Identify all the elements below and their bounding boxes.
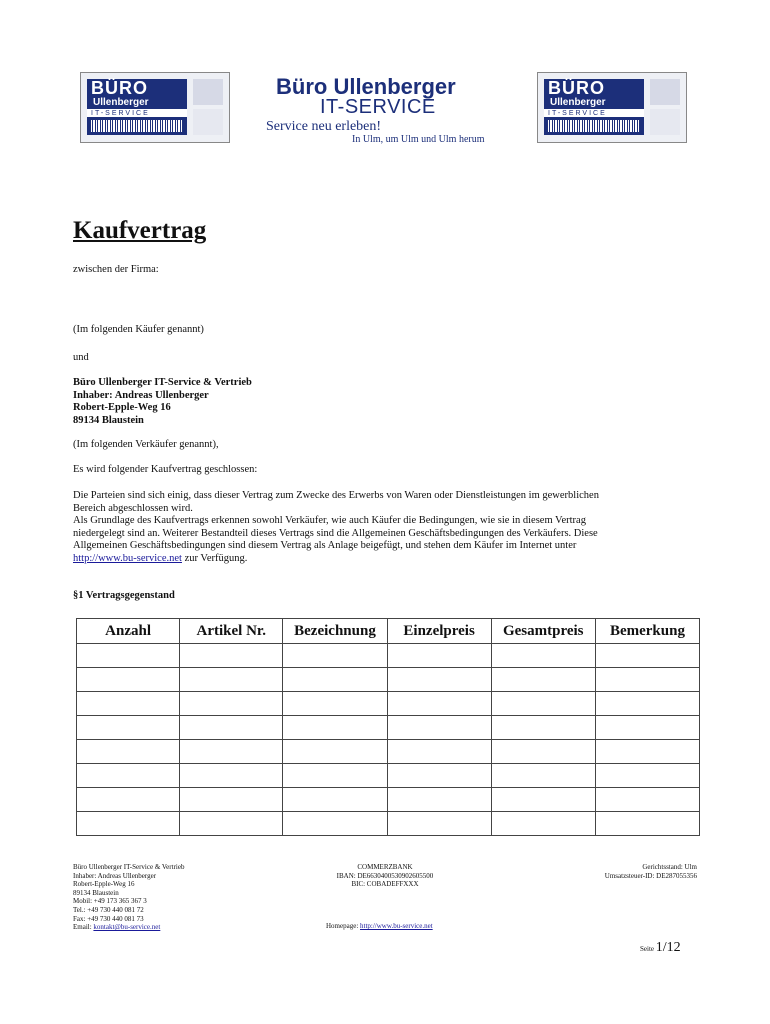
col-header-bezeichnung: Bezeichnung xyxy=(283,619,387,644)
seller-name: Büro Ullenberger IT-Service & Vertrieb xyxy=(73,377,252,388)
col-header-einzelpreis: Einzelpreis xyxy=(387,619,491,644)
section-heading: §1 Vertragsgegenstand xyxy=(73,590,175,601)
barcode-graphic xyxy=(548,120,640,132)
table-cell[interactable] xyxy=(180,740,283,764)
table-cell[interactable] xyxy=(491,788,595,812)
footer-line: Umsatzsteuer-ID: DE287055356 xyxy=(604,871,697,880)
logo-name-text: Ullenberger xyxy=(550,97,606,108)
footer-line: 89134 Blaustein xyxy=(73,888,119,897)
footer-line: COMMERZBANK xyxy=(357,863,413,871)
table-row xyxy=(77,764,700,788)
seller-owner: Inhaber: Andreas Ullenberger xyxy=(73,389,209,401)
table-cell[interactable] xyxy=(595,716,699,740)
table-row xyxy=(77,812,700,836)
table-cell[interactable] xyxy=(595,644,699,668)
paragraph-line: Die Parteien sind sich einig, dass dieser Vertrag zum Zwecke des Erwerbs von Waren oder Dienstleistungen im gewerblichen xyxy=(73,490,599,501)
table-cell[interactable] xyxy=(180,644,283,668)
table-cell[interactable] xyxy=(387,740,491,764)
items-table xyxy=(76,618,700,836)
table-cell[interactable] xyxy=(283,764,387,788)
table-cell[interactable] xyxy=(595,740,699,764)
table-cell[interactable] xyxy=(77,644,180,668)
table-cell[interactable] xyxy=(77,692,180,716)
paragraph-line: niedergelegt sind an. Weiterer Bestandteil dieses Vertrags sind die Allgemeinen Geschäftsbedingungen des Verkäufers. Diese xyxy=(73,527,598,539)
and-text: und xyxy=(73,352,89,363)
contract-intro: Es wird folgender Kaufvertrag geschlossen: xyxy=(73,464,258,475)
table-cell[interactable] xyxy=(77,716,180,740)
footer-line: Tel.: +49 730 440 081 72 xyxy=(73,905,144,914)
table-cell[interactable] xyxy=(180,692,283,716)
logo-brand-text: BÜRO xyxy=(548,78,605,98)
footer-line: IBAN: DE66304005309026055​00 xyxy=(336,871,434,880)
table-cell[interactable] xyxy=(491,668,595,692)
logo-band-text: IT-SERVICE xyxy=(91,110,150,117)
table-cell[interactable] xyxy=(283,716,387,740)
header-slogan-sub: In Ulm, um Ulm und Ulm herum xyxy=(352,134,485,145)
table-cell[interactable] xyxy=(180,764,283,788)
seller-note: (Im folgenden Verkäufer genannt), xyxy=(73,439,219,450)
buyer-note: (Im folgenden Käufer genannt) xyxy=(73,324,204,335)
table-cell[interactable] xyxy=(491,740,595,764)
website-link[interactable]: http://www.bu-service.net xyxy=(73,552,182,564)
table-cell[interactable] xyxy=(283,740,387,764)
table-cell[interactable] xyxy=(595,812,699,836)
table-cell[interactable] xyxy=(77,812,180,836)
table-row xyxy=(77,668,700,692)
table-cell[interactable] xyxy=(180,788,283,812)
table-cell[interactable] xyxy=(283,644,387,668)
homepage-label: Homepage: xyxy=(326,922,361,930)
footer-email-line xyxy=(73,923,184,932)
seller-city: 89134 Blaustein xyxy=(73,414,144,426)
table-header-row xyxy=(77,619,700,644)
page-label: Seite xyxy=(640,945,656,953)
table-cell[interactable] xyxy=(283,788,387,812)
table-cell[interactable] xyxy=(491,692,595,716)
document-title: Kaufvertrag xyxy=(73,217,207,244)
email-label: Email: xyxy=(73,923,94,932)
company-logo-right xyxy=(537,72,687,143)
homepage-link[interactable]: http://www.bu-service.net xyxy=(360,922,433,930)
table-cell[interactable] xyxy=(387,668,491,692)
table-cell[interactable] xyxy=(387,788,491,812)
table-cell[interactable] xyxy=(387,764,491,788)
table-cell[interactable] xyxy=(77,740,180,764)
footer-legal xyxy=(560,863,697,880)
footer-line: Gerichtsstand: Ulm xyxy=(642,863,697,871)
table-cell[interactable] xyxy=(491,716,595,740)
email-link[interactable]: kontakt@bu-service.net xyxy=(93,923,161,932)
logo-band-text: IT-SERVICE xyxy=(548,110,607,117)
table-cell[interactable] xyxy=(77,668,180,692)
table-row xyxy=(77,740,700,764)
table-cell[interactable] xyxy=(387,812,491,836)
table-cell[interactable] xyxy=(491,812,595,836)
link-suffix: zur Verfügung. xyxy=(181,552,248,564)
table-cell[interactable] xyxy=(283,692,387,716)
table-cell[interactable] xyxy=(595,788,699,812)
footer-homepage xyxy=(326,922,433,931)
footer-address xyxy=(73,863,184,932)
page-number xyxy=(640,940,681,957)
col-header-anzahl: Anzahl xyxy=(77,619,180,644)
table-cell[interactable] xyxy=(283,668,387,692)
footer-line: BIC: COBADEFFXXX xyxy=(351,880,419,889)
footer-bank xyxy=(312,863,458,889)
col-header-gesamtpreis: Gesamtpreis xyxy=(491,619,595,644)
paragraph-line: Allgemeinen Geschäftsbedingungen sind diesem Vertrag als Anlage beigefügt, und stehen dem Käufer im Internet unter xyxy=(73,540,577,551)
table-cell[interactable] xyxy=(77,764,180,788)
logo-name-text: Ullenberger xyxy=(93,97,149,108)
paragraph-last-line xyxy=(73,553,247,566)
logo-brand-text: BÜRO xyxy=(91,78,148,98)
table-cell[interactable] xyxy=(387,692,491,716)
col-header-artikel: Artikel Nr. xyxy=(180,619,283,644)
company-logo-left xyxy=(80,72,230,143)
header-subtitle: IT-SERVICE xyxy=(320,96,436,118)
header-slogan: Service neu erleben! xyxy=(266,119,382,134)
table-cell[interactable] xyxy=(595,668,699,692)
header-title: Büro Ullenberger xyxy=(276,74,456,99)
table-row xyxy=(77,716,700,740)
footer-line: Inhaber: Andreas Ullenberger xyxy=(73,871,157,880)
table-cell[interactable] xyxy=(283,812,387,836)
footer-line: Büro Ullenberger IT-Service & Vertrieb xyxy=(73,863,185,871)
barcode-graphic xyxy=(91,120,183,132)
table-cell[interactable] xyxy=(387,644,491,668)
footer-line: Fax: +49 730 440 081 73 xyxy=(73,914,144,923)
between-label: zwischen der Firma: xyxy=(73,264,159,275)
table-cell[interactable] xyxy=(491,644,595,668)
paragraph-line: Als Grundlage des Kaufvertrags erkennen sowohl Verkäufer, wie auch Käufer die Bedingungen, wie sie in diesem Vertrag xyxy=(73,515,586,526)
table-row xyxy=(77,692,700,716)
table-row xyxy=(77,644,700,668)
table-cell[interactable] xyxy=(180,716,283,740)
table-cell[interactable] xyxy=(77,788,180,812)
page-count: 1/12 xyxy=(655,940,681,955)
footer-line: Robert-Epple-Weg 16 xyxy=(73,880,135,889)
seller-street: Robert-Epple-Weg 16 xyxy=(73,402,171,413)
paragraph-line: Bereich abgeschlossen wird. xyxy=(73,502,193,514)
table-cell[interactable] xyxy=(387,716,491,740)
footer-line: Mobil: +49 173 365 367 3 xyxy=(73,897,147,906)
table-cell[interactable] xyxy=(180,668,283,692)
table-cell[interactable] xyxy=(180,812,283,836)
table-cell[interactable] xyxy=(595,692,699,716)
col-header-bemerkung: Bemerkung xyxy=(595,619,699,644)
table-row xyxy=(77,788,700,812)
table-cell[interactable] xyxy=(595,764,699,788)
table-cell[interactable] xyxy=(491,764,595,788)
